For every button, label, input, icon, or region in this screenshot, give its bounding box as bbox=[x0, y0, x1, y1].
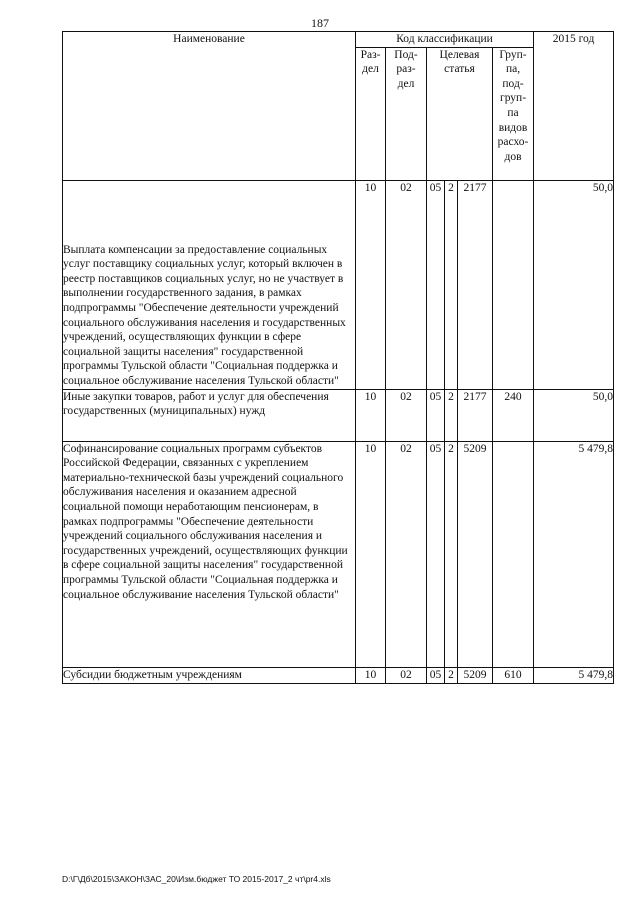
row-subsection: 02 bbox=[386, 180, 427, 389]
row-target-2: 2 bbox=[445, 389, 458, 441]
row-target-2: 2 bbox=[445, 180, 458, 389]
row-amount: 50,0 bbox=[534, 180, 614, 389]
row-target-1: 05 bbox=[427, 667, 445, 683]
row-target-3: 2177 bbox=[458, 389, 493, 441]
header-section: Раз- дел bbox=[356, 47, 386, 180]
table-row bbox=[63, 389, 614, 441]
row-section: 10 bbox=[356, 389, 386, 441]
header-classification: Код классификации bbox=[356, 32, 534, 48]
table-row bbox=[63, 667, 614, 683]
row-section: 10 bbox=[356, 667, 386, 683]
row-target-1: 05 bbox=[427, 441, 445, 667]
row-subsection: 02 bbox=[386, 389, 427, 441]
budget-table bbox=[62, 31, 614, 684]
footer-file-path: D:\Г\Дб\2015\ЗАКОН\ЗАС_20\Изм.бюджет ТО 2015-2017_2 чт\pr4.xls bbox=[62, 874, 331, 884]
row-section: 10 bbox=[356, 441, 386, 667]
table-row bbox=[63, 180, 614, 389]
page-number: 187 bbox=[311, 16, 329, 30]
row-name: Субсидии бюджетным учреждениям bbox=[63, 667, 356, 683]
row-target-2: 2 bbox=[445, 667, 458, 683]
row-amount: 5 479,8 bbox=[534, 441, 614, 667]
row-target-3: 5209 bbox=[458, 667, 493, 683]
table-row bbox=[63, 441, 614, 667]
header-name: Наименование bbox=[63, 32, 356, 181]
row-amount: 50,0 bbox=[534, 389, 614, 441]
row-target-3: 2177 bbox=[458, 180, 493, 389]
header-expense-group: Груп- па, под- груп- па видов расхо- дов bbox=[493, 47, 534, 180]
row-subsection: 02 bbox=[386, 667, 427, 683]
row-name: Иные закупки товаров, работ и услуг для обеспечения государственных (муниципальных) нужд bbox=[63, 389, 356, 441]
header-subsection: Под- раз- дел bbox=[386, 47, 427, 180]
row-name: Софинансирование социальных программ субъектов Российской Федерации, связанных с укреплением материально-технической базы учреждений социального обслуживания населения и оказанием адресной социальной помощи неработающим пенсионерам, в рамках подпрограммы "Обеспечение деятельности учреждений социального обслуживания населения и государственных учреждений, осуществляющих функции в сфере социальной защиты населения" государственной программы Тульской области "Социальная поддержка и социальное обслуживание населения Тульской области" bbox=[63, 441, 356, 667]
row-group: 610 bbox=[493, 667, 534, 683]
row-target-1: 05 bbox=[427, 389, 445, 441]
row-amount: 5 479,8 bbox=[534, 667, 614, 683]
row-group bbox=[493, 441, 534, 667]
row-target-3: 5209 bbox=[458, 441, 493, 667]
row-name: Выплата компенсации за предоставление социальных услуг поставщику социальных услуг, который включен в реестр поставщиков социальных услуг, но не участвует в выполнении государственного задания, в рамках подпрограммы "Обеспечение деятельности учреждений социального обслуживания населения и государственных учреждений, осуществляющих функции в сфере социальной защиты населения" государственной программы Тульской области "Социальная поддержка и социальное обслуживание населения Тульской области" bbox=[63, 180, 356, 389]
row-group: 240 bbox=[493, 389, 534, 441]
row-target-1: 05 bbox=[427, 180, 445, 389]
row-group bbox=[493, 180, 534, 389]
header-target-article: Целевая статья bbox=[427, 47, 493, 180]
row-target-2: 2 bbox=[445, 441, 458, 667]
header-year: 2015 год bbox=[534, 32, 614, 181]
row-section: 10 bbox=[356, 180, 386, 389]
row-subsection: 02 bbox=[386, 441, 427, 667]
